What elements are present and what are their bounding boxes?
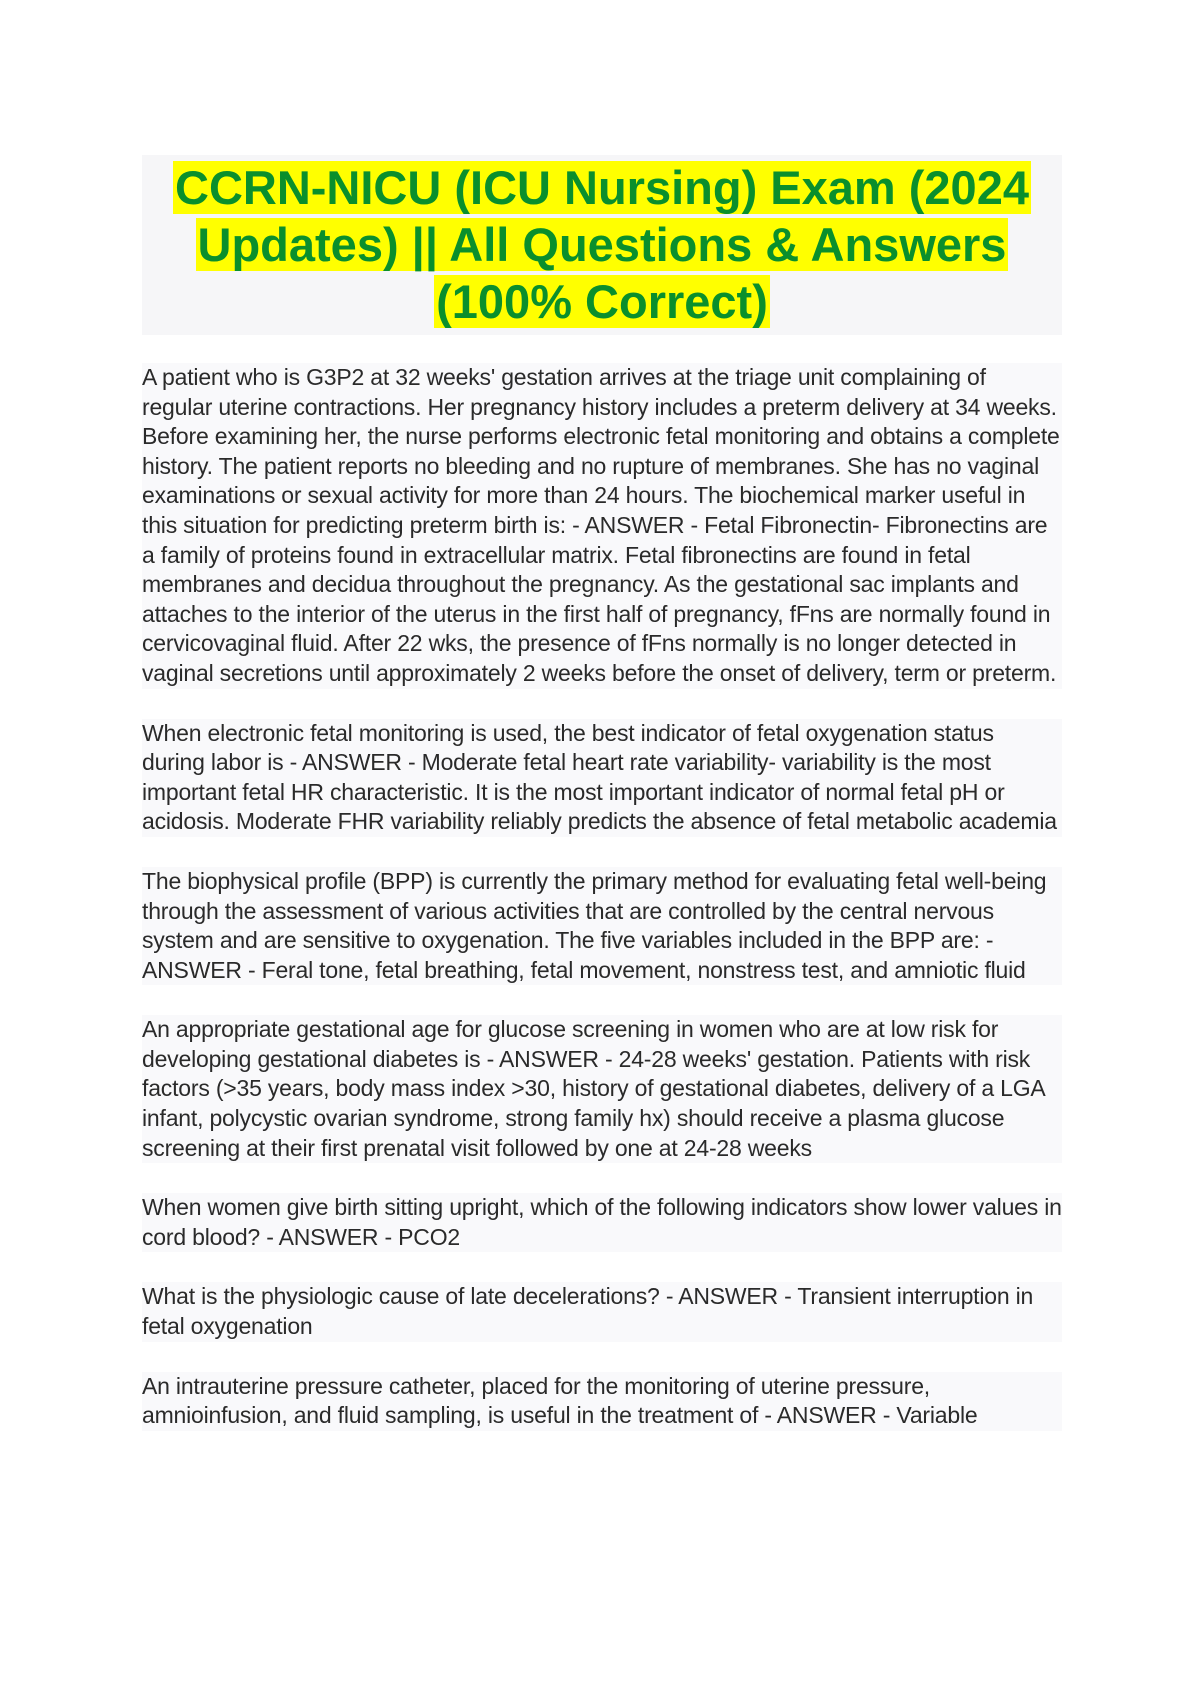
qa-entry-biophysical-profile: The biophysical profile (BPP) is currently the primary method for evaluating fetal well-being through the assessment of various activities that are controlled by the central nervous system and are sensitive to oxygenation. The five variables included in the BPP are: - ANSWER - Feral tone, fetal breathing, fetal movement, nonstress test, and amniotic fluid bbox=[142, 867, 1062, 985]
qa-entry-fetal-fibronectin: A patient who is G3P2 at 32 weeks' gestation arrives at the triage unit complaining of regular uterine contractions. Her pregnancy history includes a preterm delivery at 34 weeks. Before examining her, the nurse performs electronic fetal monitoring and obtains a complete history. The patient reports no bleeding and no rupture of membranes. She has no vaginal examinations or sexual activity for more than 24 hours. The biochemical marker useful in this situation for predicting preterm birth is: - ANSWER - Fetal Fibronectin- Fibronectins are a family of proteins found in extracellular matrix. Fetal fibronectins are found in fetal membranes and decidua throughout the pregnancy. As the gestational sac implants and attaches to the interior of the uterus in the first half of pregnancy, fFns are normally found in cervicovaginal fluid. After 22 wks, the presence of fFns normally is no longer detected in vaginal secretions until approximately 2 weeks before the onset of delivery, term or preterm. bbox=[142, 363, 1062, 689]
qa-entry-glucose-screening: An appropriate gestational age for glucose screening in women who are at low risk for developing gestational diabetes is - ANSWER - 24-28 weeks' gestation. Patients with risk factors (>35 years, body mass index >30, history of gestational diabetes, delivery of a LGA infant, polycystic ovarian syndrome, strong family hx) should receive a plasma glucose screening at their first prenatal visit followed by one at 24-28 weeks bbox=[142, 1015, 1062, 1163]
document-title-text: CCRN-NICU (ICU Nursing) Exam (2024 Updates) || All Questions & Answers (100% Correct) bbox=[175, 161, 1029, 328]
qa-entry-late-decelerations: What is the physiologic cause of late decelerations? - ANSWER - Transient interruption in fetal oxygenation bbox=[142, 1282, 1062, 1341]
qa-entry-cord-blood: When women give birth sitting upright, which of the following indicators show lower values in cord blood? - ANSWER - PCO2 bbox=[142, 1193, 1062, 1252]
qa-entry-intrauterine-catheter: An intrauterine pressure catheter, placed for the monitoring of uterine pressure, amnioinfusion, and fluid sampling, is useful in the treatment of - ANSWER - Variable bbox=[142, 1372, 1062, 1431]
qa-entry-fhr-variability: When electronic fetal monitoring is used, the best indicator of fetal oxygenation status during labor is - ANSWER - Moderate fetal heart rate variability- variability is the most important fetal HR characteristic. It is the most important indicator of normal fetal pH or acidosis. Moderate FHR variability reliably predicts the absence of fetal metabolic academia bbox=[142, 719, 1062, 837]
title-block bbox=[142, 155, 1062, 335]
qa-list bbox=[142, 363, 1062, 1461]
document-title bbox=[142, 159, 1062, 330]
